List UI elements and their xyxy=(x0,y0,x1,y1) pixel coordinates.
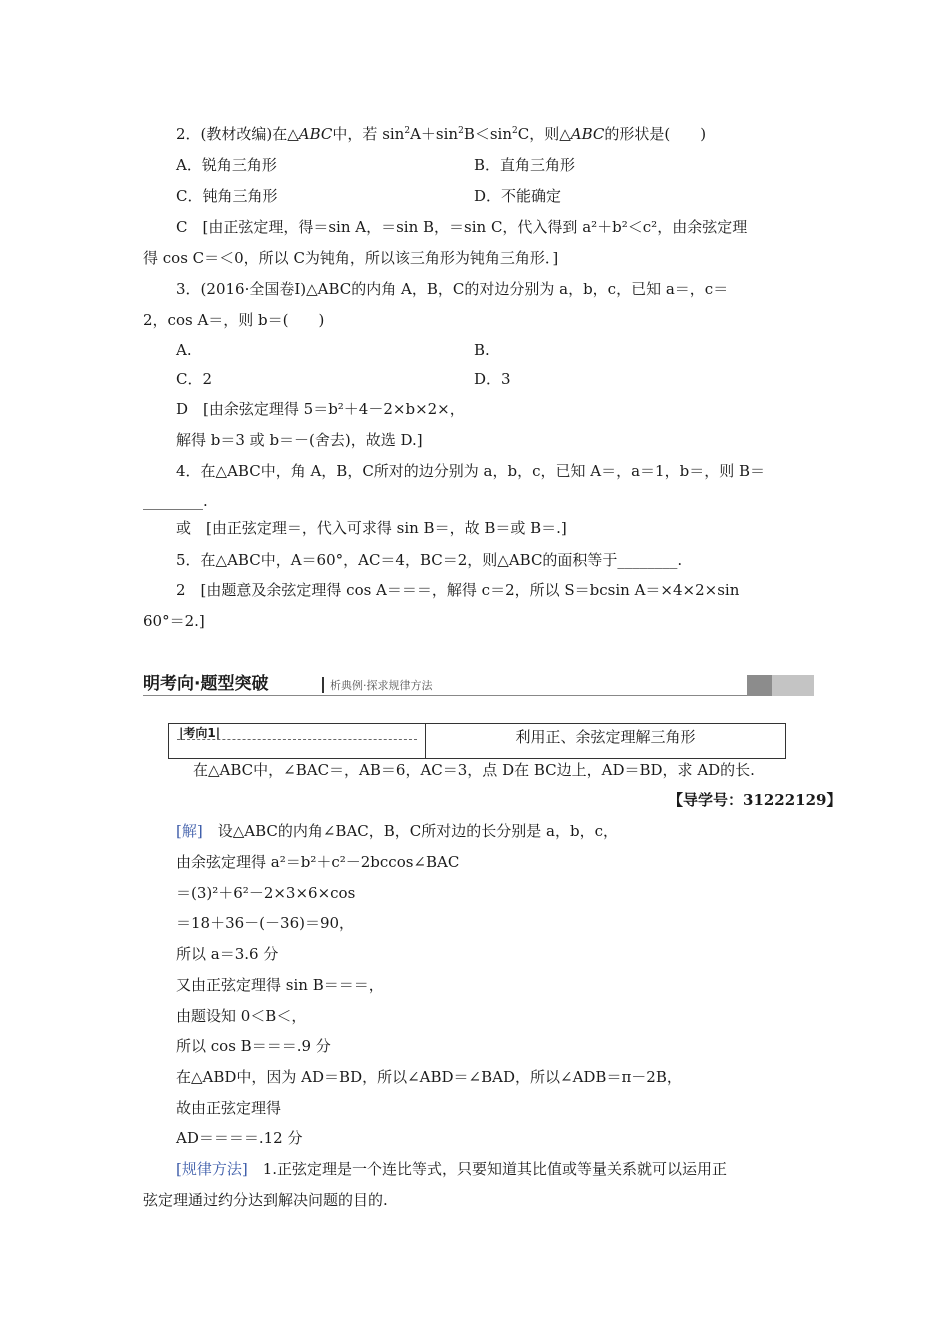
section-decor-dark xyxy=(747,675,772,696)
q3-stem-line2: 2，cos A＝，则 b＝( ) xyxy=(143,311,325,329)
solution-line9: 在△ABD中，因为 AD＝BD，所以∠ABD＝∠BAD，所以∠ADB＝π－2B， xyxy=(176,1068,682,1086)
q2-answer-line1: C [由正弦定理，得＝sin A，＝sin B，＝sin C，代入得到 a²＋b²＜c²，由余弦定理 xyxy=(176,218,748,236)
solution-line11: AD＝＝＝＝.12 分 xyxy=(176,1129,303,1147)
q5-answer-line2: 60°＝2.] xyxy=(143,612,205,630)
q3-answer-line1: D [由余弦定理得 5＝b²＋4－2×b×2×， xyxy=(176,400,465,418)
q2-stem: 2．(教材改编)在△ABC中，若 $\sin^2A+\sin^2B<\sin^2C$，则△ABC的形状是( ) xyxy=(176,125,707,143)
q4-stem-line1: 4．在△ABC中，角 A，B，C所对的边分别为 a，b，c，已知 A＝，a＝1，b＝，则 B＝ xyxy=(176,462,765,480)
q3-option-a: A. xyxy=(176,341,192,359)
q3-option-c: C．2 xyxy=(176,370,213,388)
solution-line7: 由题设知 0＜B＜， xyxy=(176,1007,307,1025)
guide-number: 【导学号：31222129】 xyxy=(668,791,842,809)
method-tag: [规律方法] xyxy=(176,1160,248,1178)
q2-option-d: D．不能确定 xyxy=(474,187,562,205)
method-line1: [规律方法] 1.正弦定理是一个连比等式，只要知道其比值或等量关系就可以运用正 xyxy=(176,1160,728,1178)
section-title: 明考向·题型突破 xyxy=(143,674,269,694)
section-decor-light xyxy=(772,675,814,696)
q4-answer-line1: 或 [由正弦定理＝，代入可求得 sin B＝，故 B＝或 B＝.] xyxy=(176,519,567,537)
q2-answer-line2: 得 cos C＝＜0，所以 C为钝角，所以该三角形为钝角三角形．] xyxy=(143,249,559,267)
topic-tag: |考向1| xyxy=(179,726,221,740)
q2-option-b: B．直角三角形 xyxy=(474,156,576,174)
q3-option-d: D．3 xyxy=(474,370,511,388)
q2-option-c: C．钝角三角形 xyxy=(176,187,278,205)
q5-answer-line1: 2 [由题意及余弦定理得 cos A＝＝＝，解得 c＝2，所以 S＝bcsin A＝×4×2×sin xyxy=(176,581,740,599)
q3-answer-line2: 解得 b＝3 或 b＝－(舍去)，故选 D.] xyxy=(176,431,423,449)
solution-line5: 所以 a＝3.6 分 xyxy=(176,945,279,963)
solution-line10: 故由正弦定理得 xyxy=(176,1099,282,1117)
topic-tag-dashline xyxy=(177,739,417,740)
solution-tag: [解] xyxy=(176,822,203,840)
example-problem: 在△ABC中，∠BAC＝，AB＝6，AC＝3，点 D在 BC边上，AD＝BD，求 AD的长. xyxy=(193,761,755,779)
topic-title: 利用正、余弦定理解三角形 xyxy=(515,728,696,746)
topic-box xyxy=(168,723,786,759)
q5-stem-line1: 5．在△ABC中，A＝60°，AC＝4，BC＝2，则△ABC的面积等于________. xyxy=(176,551,683,569)
section-subtitle: 析典例·探求规律方法 xyxy=(330,679,433,692)
solution-line8: 所以 cos B＝＝＝.9 分 xyxy=(176,1037,331,1055)
solution-line6: 又由正弦定理得 sin B＝＝＝， xyxy=(176,976,384,994)
section-divider xyxy=(322,677,324,693)
q3-stem-line1: 3．(2016·全国卷Ⅰ)△ABC的内角 A，B，C的对边分别为 a，b，c，已知 a＝，c＝ xyxy=(176,280,729,298)
q3-option-b: B. xyxy=(474,341,490,359)
solution-line2: 由余弦定理得 a²＝b²＋c²－2bccos∠BAC xyxy=(176,853,460,871)
section-underline xyxy=(143,695,747,696)
q4-stem-line2: ________. xyxy=(143,492,208,510)
q2-option-a: A．锐角三角形 xyxy=(176,156,277,174)
solution-line3: ＝(3)²＋6²－2×3×6×cos xyxy=(176,884,356,902)
solution-line1: [解] 设△ABC的内角∠BAC，B，C所对边的长分别是 a，b，c， xyxy=(176,822,618,840)
method-line2: 弦定理通过约分达到解决问题的目的. xyxy=(143,1191,388,1209)
solution-line4: ＝18＋36－(－36)＝90， xyxy=(176,914,355,932)
